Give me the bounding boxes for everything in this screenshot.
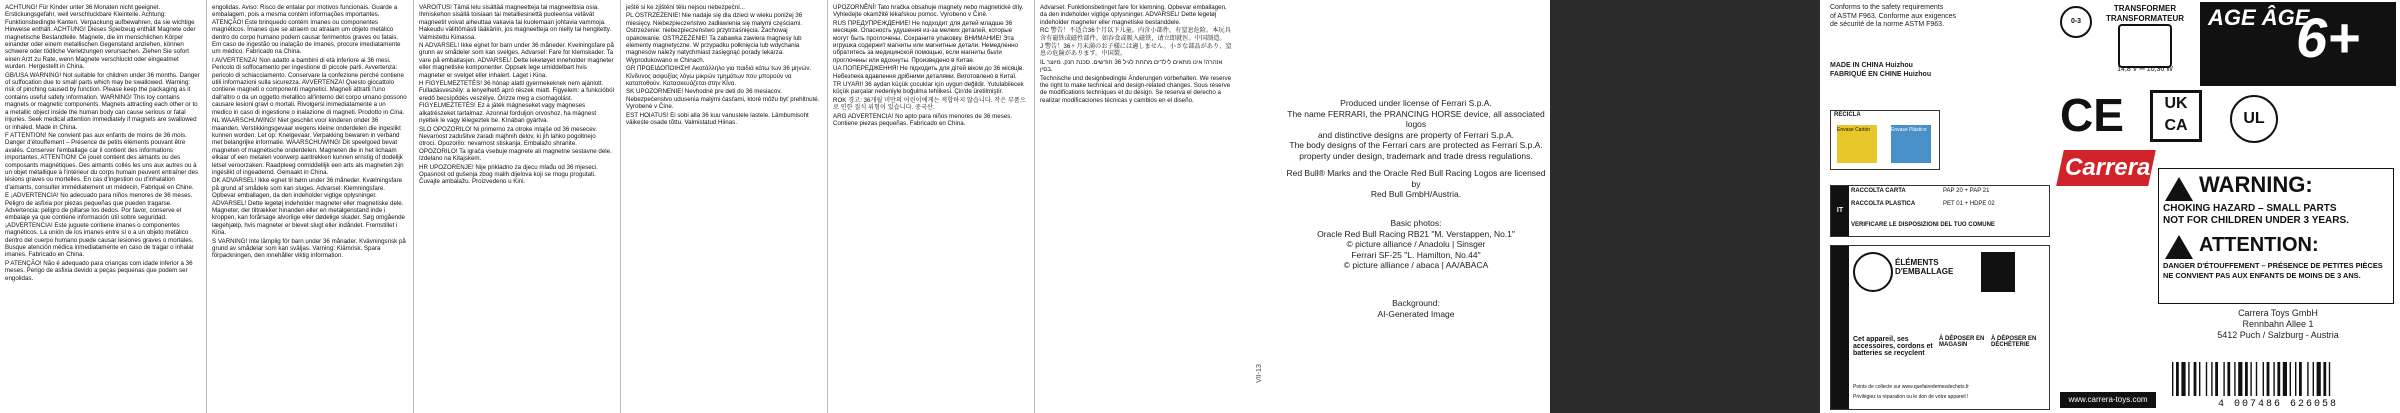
ce-mark: CE [2060, 89, 2124, 141]
warning-rus: RUS ПРЕДУПРЕЖДЕНИЕ! Не подходит для детей младше 36 месяцев. Опасность удушения из-за мелких деталей, которые могут быть проглочены. Сохраните упаковку. ВНИМАНИЕ! Эта игрушка содержит магниты или магнитные детали. Немедленно обратитесь за медицинской помощью, если магниты были проглочены или вдохнуты. Произведено в Китае. [833, 19, 1018, 64]
astm-conformity: Conforms to the safety requirements of ASTM F963. Conforme aux exigences de sécurité de la norme ASTM F963. [1830, 4, 1957, 28]
warning-hu: H FIGYELMEZTETÉS! 36 hónap alatti gyermekeknek nem ajánlott. Fulladásveszély: a lenyelhető apró részek miatt. Figyelem: a funkcióból eredő becsípődés veszélye. Őrizze meg a csomagolást. FIGYELMEZTETÉS! Ez a játék mágneseket vagy mágneses alkatrészeket tartalmaz. Azonnal forduljon orvoshoz, ha mágnest nyeltek le vagy lélegeztek be. Kínában gyártva. [419, 80, 614, 125]
warning-hr: HR UPOZORENJE! Nije prikladno za djecu mlađu od 36 mjeseci. Opasnost od gušenja zbog malih dijelova koji se mogu progutati. Čuvajte ambalažu. Proizvedeno u Kini. [419, 163, 598, 186]
made-in-china: MADE IN CHINA Huizhou FABRIQUÉ EN CHINE Huizhou [1830, 62, 1932, 78]
transformer-icon [2118, 24, 2172, 68]
barcode-bar [2238, 362, 2242, 396]
photo-credits: Basic photos: Oracle Red Bull Racing RB21 "M. Verstappen, No.1" © picture alliance / Anadolu | Sinsger Ferrari SF-25 "L. Hamilton, No.44" © picture alliance / abaca | AA/ABACA [1317, 218, 1515, 270]
warning-rok: ROK 경고: 36개월 미만의 어린이에게는 적합하지 않습니다. 작은 부품으로 인한 질식 위험이 있습니다. 중국산. [833, 96, 1026, 112]
warning-se: S VARNING! Inte lämplig för barn under 36 månader. Kvävningsrisk på grund av smådelar som kan sväljas. Varning: Klämrisk. Spara förpackningen, den innehåller viktig information. [212, 237, 406, 260]
barcode-bar [2172, 362, 2173, 396]
technical-changes-note: Technische und designbedingte Änderungen vorbehalten. We reserve the right to make technical and design-related changes. Sous réserve de modifications techniques et du design. Se reserva el derecho a realizar modificaciones técnicas y cambios en el diseño. [1040, 74, 1232, 104]
barcode-bar [2206, 362, 2207, 396]
ul-mark: UL [2230, 95, 2278, 143]
warnings-column-1 [0, 0, 205, 413]
warning-sk: SK UPOZORNENIE! Nevhodné pre deti do 36 mesiacov. Nebezpečenstvo udusenia malými časťami, ktoré môžu byť prehltnuté. Vyrobené v Číne. [626, 88, 820, 111]
barcode-bar [2290, 362, 2291, 396]
warnings-column-4 [621, 0, 826, 413]
barcode-bar [2194, 362, 2197, 396]
transformer-voltage: 14,8 V ⎓ 10,36 W [2117, 66, 2173, 73]
warning-gr: GR ΠΡΟΕΙΔΟΠΟΙΗΣΗ! Ακατάλληλο για παιδιά κάτω των 36 μηνών. Κίνδυνος ασφυξίας λόγω μικρών τμημάτων που μπορούν να καταποθούν. Κατασκευάζεται στην Κίνα. [626, 65, 812, 88]
barcode-bar [2215, 362, 2218, 396]
barcode-bar [2263, 362, 2264, 396]
age-0-3-badge: 0-3 [2060, 6, 2092, 38]
choking-warning-box: WARNING: CHOKING HAZARD – SMALL PARTS NOT FOR CHILDREN UNDER 3 YEARS. ATTENTION: DANGER D'ÉTOUFFEMENT – PRÉSENCE DE PETITES PIÈCES NE CONVIENT PAS AUX ENFANTS DE MOINS DE 3 ANS. [2158, 168, 2394, 304]
redbull-license: Red Bull® Marks and the Oracle Red Bull Racing Logos are licensed by Red Bull GmbH/Austria. [1286, 168, 1546, 199]
warning-cz: ještě si ke zjištění tělu nejsou nebezpeční... [626, 4, 746, 11]
warning-dk2: Advarsel: Funktionsbetinget fare for klemning. Opbevar emballagen, da den indeholder vigtige oplysninger. ADVARSEL! Dette legetøj indeholder magneter eller magnetiske bestanddele. [1040, 4, 1227, 26]
barcode-bar [2273, 362, 2274, 396]
warning-it: I AVVERTENZA! Non adatto a bambini di età inferiore ai 36 mesi. Pericolo di soffocamento per ingestione di piccole parti. Avvertenza: pericolo di schiacciamento. Conservare la confezione perché contiene utili informazioni sulla sicurezza. AVVERTENZA! Questo giocattolo contiene magneti o componenti magnetici. Magneti attratti l'uno dall'altro o da un oggetto metallico all'interno del corpo umano possono causare lesioni gravi o mortali. Rivolgersi immediatamente a un medico in caso di ingestione o inalazione di magneti. Prodotto in Cina. [212, 56, 407, 116]
warning-pt: P ATENÇÃO! Não é adequado para crianças com idade inferior a 36 meses. Perigo de asfixia devido a peças pequenas que podem ser engolidas. [5, 259, 193, 282]
warnings-column-3 [414, 0, 619, 413]
warning-fi: VAROITUS! Tämä lelu sisältää magneetteja tai magneettisia osia. Ihmiskehon sisällä toisiaan tai metalliesinettä puoleensa vetävät magneetit voivat aiheuttaa vakavia tai kuolemaan johtavia vammoja. Hakeudu välittömästi lääkäriin, jos magneetteja on nielty tai hengitetty. Valmistettu Kiinassa. [419, 4, 612, 41]
barcode-bar [2234, 362, 2235, 396]
bin-icon [1981, 252, 2015, 292]
barcode-bar [2227, 362, 2230, 396]
barcode-bar [2267, 362, 2270, 396]
warning-es: E ¡ADVERTENCIA! No adecuado para niños menores de 36 meses. Peligro de asfixia por piezas pequeñas que pueden tragarse. Advertencia: peligro de pillarse los dedos. Por favor, conserve el embalaje ya que contiene información útil sobre seguridad. ¡ADVERTENCIA! Este juguete contiene imanes o componentes magnéticos. La unión de los imanes entre sí o a un objeto metálico dentro del cuerpo humano puede causar lesiones graves o mortales. Busque atención médica inmediatamente en caso de tragar o inhalar imanes. Fabricado en China. [5, 192, 194, 259]
barcode-bar [2188, 362, 2189, 396]
barcode-bar [2323, 362, 2326, 396]
barcode-bar [2245, 362, 2248, 396]
barcode-bar [2317, 362, 2321, 396]
website-badge: www.carrera-toys.com [2060, 392, 2156, 408]
license-text [1282, 0, 1550, 413]
recicla-box: RECICLA Envase Cartón Envase Plástico [1830, 110, 1940, 170]
barcode-bar [2199, 362, 2200, 396]
warning-slo: SLO OPOZORILO! Ni primerno za otroke mlajše od 36 mesecev. Nevarnost zadušitve zaradi majhnih delov, ki jih lahko pogoltnejo otroci. Opozorilo: nevarnost stiskanja. Embalažo shranite. OPOZORILO! Ta igrača vsebuje magnete ali magnetne sestavne dele. Izdelano na Kitajskem. [419, 125, 612, 163]
address-austria: Carrera Toys GmbH Rennbahn Allee 1 5412 Puch / Salzburg - Austria [2217, 308, 2339, 340]
barcode-bar [2313, 362, 2314, 396]
warning-pt-cont: engolidas. Aviso: Risco de entalar por motivos funcionais. Guarde a embalagem, pois a mesma contém informações importantes. ATENÇÃO! Este brinquedo contém ímanes ou componentes magnéticos. Ímanes que se atraem ou atraiam um objeto metálico dentro do corpo humano podem causar ferimentos graves ou fatais. Em caso de ingestão ou inalação de ímanes, procure imediatamente um médico. Fabricado na China. [212, 4, 401, 56]
warning-de: ACHTUNG! Für Kinder unter 36 Monaten nicht geeignet. Erstickungsgefahr, weil verschluckbare Kleinteile. Achtung: Funktionsbedingte Kanten. Verpackung aufbewahren, da sie wichtige Hinweise enthält. ACHTUNG! Dieses Spielzeug enthält Magnete oder magnetische Bestandteile. Magnete, die im menschlichen Körper einander oder einem metallischen Gegenstand anziehen, können schwere oder tödliche Verletzungen verursachen. Ziehen Sie sofort einen Arzt zu Rate, wenn Magnete verschluckt oder eingeatmet wurden. Hergestellt in China. [5, 4, 196, 71]
warning-cz2: UPOZORNĚNÍ! Tato hračka obsahuje magnety nebo magnetické díly. Vyhledejte okamžitě lékařskou pomoc. Vyrobeno v Číně. [833, 4, 1024, 19]
warning-dk: DK ADVARSEL! Ikke egnet til børn under 36 måneder. Kvælningsfare på grund af smådele som kan sluges. Advarsel: Klemningsfare. Opbevar emballagen, da den indeholder vigtige oplysninger. ADVARSEL! Dette legetøj indeholder magneter eller magnetiske dele. Magneter, der tiltrækker hinanden eller en metalgenstand inde i kroppen, kan forårsage alvorlige eller dødelige skader. Søg omgående lægehjælp, hvis magneter er blevet slugt eller indåndet. Fremstillet i Kina. [212, 177, 405, 237]
warning-rc: RC 警告！不适合36个月以下儿童。内含小部件，有窒息危险。本玩具含有磁铁或磁性部件。如吞食或吸入磁铁，请立即就医。中国制造。 [1040, 27, 1231, 42]
warning-triangle-icon [2165, 177, 2193, 201]
warning-pl: PL OSTRZEŻENIE! Nie nadaje się dla dzieci w wieku poniżej 36 miesięcy. Niebezpieczeństwo zadławienia się małymi częściami. Ostrzeżenie: niebezpieczeństwo przytrzaśnięcia. Zachowaj opakowanie. OSTRZEŻENIE! Ta zabawka zawiera magnesy lub elementy magnetyczne. W przypadku połknięcia lub wdychania magnesów należy natychmiast zasięgnąć porady lekarza. Wyprodukowano w Chinach. [626, 12, 803, 64]
warnings-column-2 [207, 0, 412, 413]
triman-icon [1853, 252, 1893, 292]
fr-triman-box: ÉLÉMENTS D'EMBALLAGE Cet appareil, ses accessoires, cordons et batteries se recyclent À DÉPOSER EN MAGASIN À DÉPOSER EN DÉCHÈTERIE Points de collecte sur www.quefairedemesdechets.fr Privilégiez la réparation ou le don de votre appareil ! [1830, 245, 2050, 410]
warning-ua: UA ПОПЕРЕДЖЕННЯ! Не підходить для дітей віком до 36 місяців. Небезпека вдавлення дрібними деталями. Виготовлено в Китаї. [833, 65, 1024, 80]
barcode-bar [2329, 362, 2330, 396]
barcode-bar [2299, 362, 2302, 396]
barcode-bar [2283, 362, 2287, 396]
barcode-bar [2256, 362, 2257, 396]
barcode-bar [2277, 362, 2280, 396]
carrera-logo: Carrera [2065, 154, 2151, 181]
background-credit: Background: AI-Generated Image [1377, 298, 1455, 319]
warning-arg: ARG ADVERTENCIA! No apto para niños menores de 36 meses. Contiene piezas pequeñas. Fabricado en China. [833, 112, 1013, 128]
barcode-bar [2223, 362, 2224, 396]
warnings-column-6 [1035, 0, 1240, 413]
fr-tag [1831, 246, 1849, 409]
warning-il: IL אזהרה! אינו מתאים לילדים מתחת לגיל 36 חודשים. סכנת חנק. מיוצר בסין. [1040, 58, 1223, 74]
barcode-bar [2211, 362, 2212, 396]
barcode-bar [2181, 362, 2185, 396]
barcode-bar [2295, 362, 2296, 396]
ferrari-license: Produced under license of Ferrari S.p.A. The name FERRARI, the PRANCING HORSE device, all associated logos and distinctive designs are property of Ferrari S.p.A. The body designs of the Ferrari cars are protected as Ferrari S.p.A. property under design, trademark and trade dress regulations. [1287, 98, 1545, 161]
warning-gb: GB/USA WARNING! Not suitable for children under 36 months. Danger of suffocation due to small parts which may be swallowed. Warning: risk of pinching caused by function. Please keep the packaging as it contains useful safety information. WARNING! This toy contains magnets or magnetic components. Magnets attracting each other or to a metallic object inside the human body can cause serious or fatal injuries. Seek medical attention immediately if magnets are swallowed or inhaled. Made in China. [5, 71, 200, 131]
warning-fr: F ATTENTION! Ne convient pas aux enfants de moins de 36 mois. Danger d'étouffement – Présence de petits éléments pouvant être avalés. Conserver l'emballage car il contient des informations importantes. ATTENTION! Ce jouet contient des aimants ou des composants magnétiques. Des aimants collés les uns aux autres ou à un objet métallique à l'intérieur du corps humain peuvent entraîner des lésions graves ou mortelles. En cas d'ingestion ou d'inhalation d'aimants, consulter immédiatement un médecin. Fabriqué en Chine. [5, 131, 199, 191]
warning-no: N ADVARSEL! Ikke egnet for barn under 36 måneder. Kvelningsfare på grunn av smådeler som kan svelges. Advarsel: Fare for klemskader. Ta vare på emballasjen. ADVARSEL! Dette leketøyet inneholder magneter eller magnetiske komponenter. Oppsøk lege umiddelbart hvis magneter er svelget eller inhalert. Laget i Kina. [419, 42, 614, 79]
barcode-digits: 4 007486 626058 [2217, 399, 2338, 410]
warnings-column-5 [828, 0, 1033, 413]
it-recycling-table: IT RACCOLTA CARTA PAP 20 + PAP 21 RACCOLTA PLASTICA PET 01 + HDPE 02 VERIFICARE LE DISPOSIZIONI DEL TUO COMUNE [1830, 185, 2050, 237]
barcode-bar [2307, 362, 2308, 396]
transformer-label: TRANSFORMER TRANSFORMATEUR [2105, 4, 2185, 23]
side-code: VII-13 [1255, 364, 1263, 383]
warning-jp: J 警告！36ヶ月未満のお子様には適しません。小さな部品があり、窒息の危険があります。中国製。 [1040, 43, 1232, 58]
warning-tr: TR UYARI! 36 aydan küçük çocuklar için uygun değildir. Yutulabilecek küçük parçalar nedeniyle boğulma tehlikesi. Çin'de üretilmiştir. [833, 81, 1024, 96]
age-block: AGE ÂGE 6+ [2200, 2, 2396, 86]
warning-est: EST HOIATUS! Ei sobi alla 36 kuu vanustele lastele. Lämbumisoht väikeste osade tõttu. Valmistatud Hiinas. [626, 111, 809, 127]
barcode-bar [2250, 362, 2251, 396]
barcode-bar [2176, 362, 2179, 396]
ukca-mark: UK CA [2150, 90, 2202, 142]
warning-nl: NL WAARSCHUWING! Niet geschikt voor kinderen onder 36 maanden. Verstikkingsgevaar wegens kleine onderdelen die ingeslikt kunnen worden. Let op: Knelgevaar. Verpakking bewaren in verband met belangrijke informatie. WAARSCHUWING! Dit speelgoed bevat magneten of magnetische onderdelen. Magneten die in het lichaam elkaar of een metalen voorwerp aantrekken kunnen ernstig of dodelijk letsel veroorzaken. Raadpleeg onmiddellijk een arts als magneten zijn ingeslikt of ingeademd. Gemaakt in China. [212, 117, 404, 176]
attention-triangle-icon [2165, 235, 2193, 259]
